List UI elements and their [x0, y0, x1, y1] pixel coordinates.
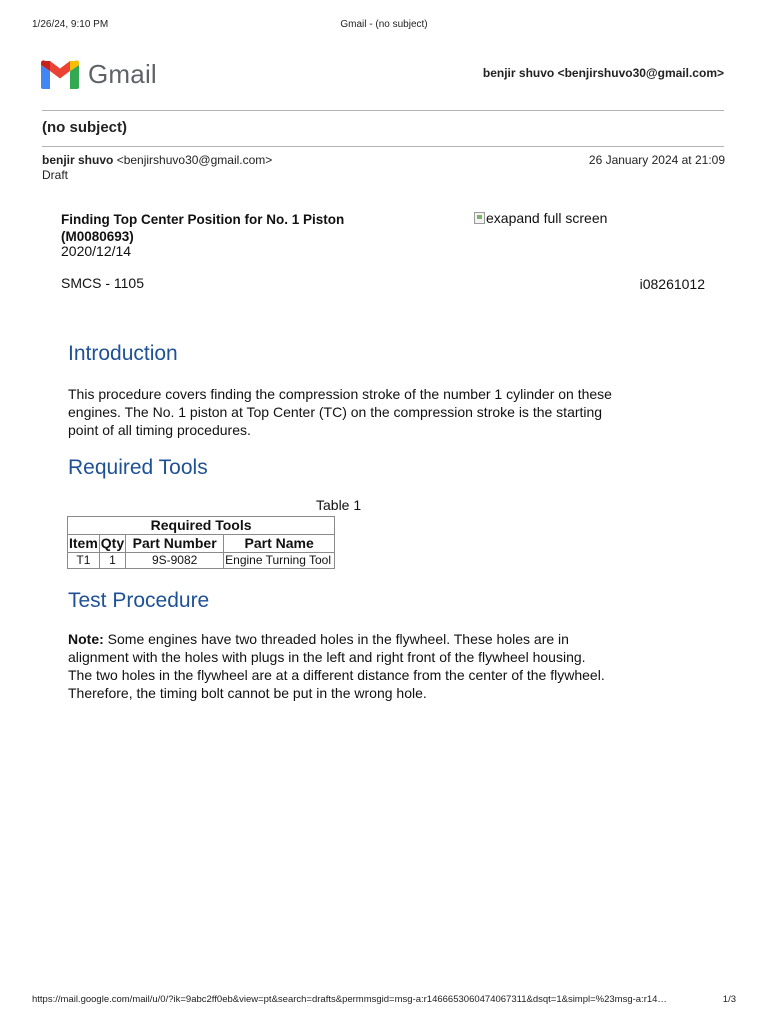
cell-qty: 1	[99, 553, 125, 569]
sender	[42, 153, 272, 167]
cell-part-name: Engine Turning Tool	[224, 553, 335, 569]
column-header-part-name: Part Name	[224, 535, 335, 553]
table-row	[68, 553, 335, 569]
document-id: i08261012	[639, 276, 705, 292]
email-subject: (no subject)	[42, 119, 127, 136]
test-procedure-heading: Test Procedure	[68, 589, 210, 612]
table-caption: Table 1	[316, 497, 362, 513]
cell-item: T1	[68, 553, 100, 569]
column-header-qty: Qty	[100, 535, 125, 551]
note-text: Some engines have two threaded holes in the flywheel. These holes are in alignment with the holes with plugs in the left and right front of the flywheel housing. The two holes in the flywheel are at a different distance from the center of the flywheel. Therefore, the timing bolt cannot be put in the wrong hole.	[68, 631, 605, 701]
expand-alt-text: exapand full screen	[486, 210, 608, 226]
introduction-text: This procedure covers finding the compression stroke of the number 1 cylinder on these engines. The No. 1 piston at Top Center (TC) on the compression stroke is the starting point of all timing procedures.	[68, 386, 612, 438]
document-date: 2020/12/14	[61, 243, 132, 259]
introduction-heading: Introduction	[68, 342, 178, 365]
broken-image-icon	[474, 212, 485, 224]
required-tools-heading: Required Tools	[68, 456, 208, 479]
print-datetime: 1/26/24, 9:10 PM	[32, 19, 109, 30]
divider-top	[42, 110, 724, 111]
print-page-title: Gmail - (no subject)	[340, 19, 428, 30]
message-date: 26 January 2024 at 21:09	[588, 153, 725, 167]
gmail-logo	[41, 58, 157, 90]
column-header-item: Item	[69, 535, 98, 551]
sender-email: <benjirshuvo30@gmail.com>	[116, 153, 273, 167]
table-header-row	[68, 535, 335, 553]
document-title: Finding Top Center Position for No. 1 Piston (M0080693)	[61, 212, 345, 244]
required-tools-table	[67, 516, 335, 569]
table-title: Required Tools	[68, 517, 335, 535]
note-label: Note:	[68, 631, 104, 647]
gmail-wordmark: Gmail	[88, 59, 157, 89]
column-header-part-number: Part Number	[126, 535, 224, 553]
expand-full-screen-image[interactable]	[474, 210, 607, 226]
draft-label: Draft	[42, 168, 69, 182]
print-footer-url: https://mail.google.com/mail/u/0/?ik=9abc2ff0eb&view=pt&search=drafts&permmsgid=msg-a:r1466653060474067311&dsqt=1&simpl=%23msg-a:r14…	[32, 994, 667, 1005]
gmail-m-logo-icon	[41, 60, 79, 89]
smcs-code: SMCS - 1105	[61, 275, 144, 291]
print-page-number: 1/3	[722, 994, 736, 1005]
sender-name: benjir shuvo	[42, 153, 114, 167]
cell-part-number: 9S-9082	[126, 553, 224, 569]
account-identity: benjir shuvo <benjirshuvo30@gmail.com>	[482, 66, 724, 80]
divider-subject	[42, 146, 724, 147]
test-procedure-note	[68, 630, 613, 702]
